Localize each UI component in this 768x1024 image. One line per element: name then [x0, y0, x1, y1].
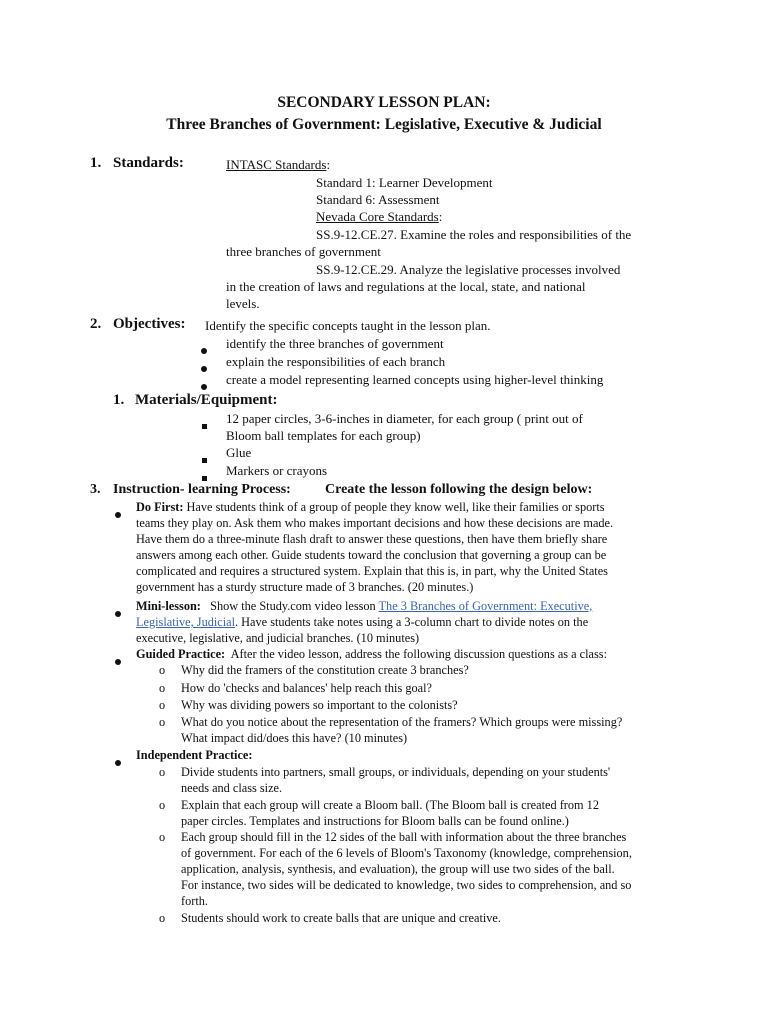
do-first-line: Have them do a three-minute flash draft to answer these questions, then have them briefly share	[136, 532, 608, 546]
do-first-line: answers among each other. Guide students toward the conclusion that governing a group can be	[136, 548, 607, 562]
document-subtitle: Three Branches of Government: Legislative, Executive & Judicial	[166, 116, 602, 133]
nevada-standard-item-cont: in the creation of laws and regulations at the local, state, and national	[226, 279, 586, 294]
objective-item: create a model representing learned concepts using higher-level thinking	[226, 372, 604, 387]
circle-bullet: o	[159, 830, 166, 844]
bullet-dot-icon	[112, 753, 124, 770]
standards-heading: Standards:	[113, 155, 184, 171]
material-item: Glue	[226, 445, 252, 460]
objectives-heading: Objectives:	[113, 316, 186, 332]
objective-item: identify the three branches of government	[226, 336, 444, 351]
objectives-number: 2.	[90, 316, 102, 332]
discussion-question: What do you notice about the representation of the framers? Which groups were missing?	[181, 715, 623, 729]
do-first-line: Do First: Have students think of a group of people they know well, like their families or sports	[136, 500, 605, 514]
circle-bullet: o	[159, 663, 166, 677]
standard-item: Standard 1: Learner Development	[316, 175, 493, 190]
nevada-standards-label: Nevada Core Standards:	[316, 209, 443, 224]
independent-item-cont: For instance, two sides will be dedicated to knowledge, two sides to comprehension, and so	[181, 878, 632, 892]
bullet-dot-icon	[198, 359, 210, 376]
circle-bullet: o	[159, 911, 166, 925]
independent-item: Each group should fill in the 12 sides of the ball with information about the three branches	[181, 830, 627, 844]
material-item: Markers or crayons	[226, 463, 328, 478]
bullet-square-icon	[198, 450, 210, 467]
material-item-cont: Bloom ball templates for each group)	[226, 428, 421, 443]
bullet-dot-icon	[112, 652, 124, 669]
materials-heading: Materials/Equipment:	[135, 392, 278, 408]
do-first-line: complicated and requires a structured system. Explain that this is, in part, why the United States	[136, 564, 608, 578]
instruction-subheading: Create the lesson following the design below:	[325, 482, 593, 497]
video-lesson-link[interactable]: The 3 Branches of Government: Executive,	[378, 599, 593, 613]
bullet-square-icon	[198, 416, 210, 433]
guided-practice-line: Guided Practice: After the video lesson, address the following discussion questions as a class:	[136, 647, 607, 661]
discussion-question: Why was dividing powers so important to the colonists?	[181, 698, 458, 712]
instruction-number: 3.	[90, 482, 101, 497]
nevada-standard-item: SS.9-12.CE.27. Examine the roles and responsibilities of the	[316, 227, 632, 242]
instruction-heading: Instruction- learning Process:	[113, 482, 291, 497]
independent-item: Students should work to create balls that are unique and creative.	[181, 911, 501, 925]
do-first-label: Do First:	[136, 500, 184, 514]
nevada-standard-item: SS.9-12.CE.29. Analyze the legislative processes involved	[316, 262, 621, 277]
mini-lesson-line: Legislative, Judicial. Have students take notes using a 3-column chart to divide notes on the	[136, 615, 589, 629]
video-lesson-link-cont[interactable]: Legislative, Judicial	[136, 615, 236, 629]
document-title: SECONDARY LESSON PLAN:	[277, 94, 491, 111]
circle-bullet: o	[159, 798, 166, 812]
independent-item-cont: needs and class size.	[181, 781, 283, 795]
independent-item: Explain that each group will create a Bloom ball. (The Bloom ball is created from 12	[181, 798, 599, 812]
independent-item-cont: paper circles. Templates and instructions for Bloom balls can be found online.)	[181, 814, 569, 828]
do-first-line: government has a sturdy structure made of 3 branches. (20 minutes.)	[136, 580, 474, 594]
circle-bullet: o	[159, 681, 166, 695]
intasc-standards-label: INTASC Standards:	[226, 157, 331, 172]
nevada-standard-item-cont: three branches of government	[226, 244, 381, 259]
discussion-question-cont: What impact did/does this have? (10 minutes)	[181, 731, 408, 745]
materials-number: 1.	[113, 392, 125, 408]
mini-lesson-line: executive, legislative, and judicial branches. (10 minutes)	[136, 631, 420, 645]
mini-lesson-label: Mini-lesson:	[136, 599, 201, 613]
do-first-line: teams they play on. Ask them who makes important decisions and how these decisions are made.	[136, 516, 614, 530]
independent-item-cont: forth.	[181, 894, 208, 908]
independent-item: Divide students into partners, small groups, or individuals, depending on your students'	[181, 765, 611, 779]
bullet-dot-icon	[112, 505, 124, 522]
circle-bullet: o	[159, 715, 166, 729]
independent-item-cont: application, analysis, synthesis, and evaluation), the group will use two sides of the ball.	[181, 862, 615, 876]
independent-item-cont: of government. For each of the 6 levels of Bloom's Taxonomy (knowledge, comprehension,	[181, 846, 632, 860]
standards-number: 1.	[90, 155, 102, 171]
material-item: 12 paper circles, 3-6-inches in diameter, for each group ( print out of	[226, 411, 583, 426]
guided-practice-label: Guided Practice:	[136, 647, 226, 661]
objective-item: explain the responsibilities of each branch	[226, 354, 446, 369]
bullet-dot-icon	[112, 604, 124, 621]
circle-bullet: o	[159, 698, 166, 712]
objectives-intro: Identify the specific concepts taught in the lesson plan.	[205, 318, 491, 333]
circle-bullet: o	[159, 765, 166, 779]
discussion-question: How do 'checks and balances' help reach this goal?	[181, 681, 432, 695]
independent-practice-label: Independent Practice:	[136, 748, 253, 762]
discussion-question: Why did the framers of the constitution create 3 branches?	[181, 663, 469, 677]
bullet-dot-icon	[198, 341, 210, 358]
nevada-standard-item-cont: levels.	[226, 296, 260, 311]
mini-lesson-line: Mini-lesson: Show the Study.com video lesson The 3 Branches of Government: Executive,	[136, 599, 593, 613]
standard-item: Standard 6: Assessment	[316, 192, 440, 207]
